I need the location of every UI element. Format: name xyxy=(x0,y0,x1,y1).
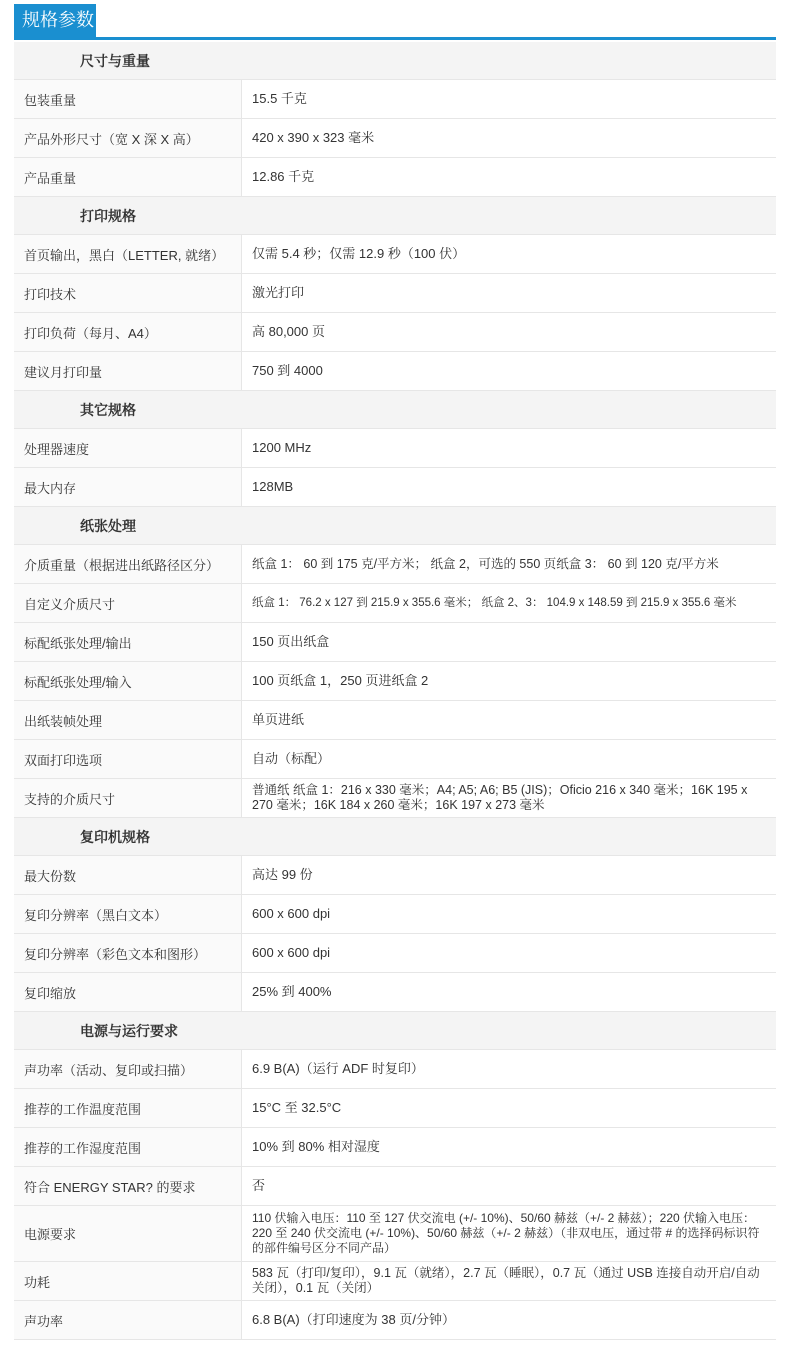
row-value: 420 x 390 x 323 毫米 xyxy=(242,119,776,157)
row-label: 推荐的工作湿度范围 xyxy=(14,1128,242,1166)
row-value: 15.5 千克 xyxy=(242,80,776,118)
table-row xyxy=(14,1167,776,1206)
row-label: 包装重量 xyxy=(14,80,242,118)
row-label: 介质重量（根据进出纸路径区分） xyxy=(14,545,242,583)
table-row xyxy=(14,856,776,895)
row-label: 出纸装帧处理 xyxy=(14,701,242,739)
row-value: 仅需 5.4 秒；仅需 12.9 秒（100 伏） xyxy=(242,235,776,273)
table-row xyxy=(14,1262,776,1301)
row-label: 符合 ENERGY STAR? 的要求 xyxy=(14,1167,242,1205)
table-row xyxy=(14,158,776,197)
table-row xyxy=(14,545,776,584)
row-value: 激光打印 xyxy=(242,274,776,312)
table-row xyxy=(14,701,776,740)
row-value: 10% 到 80% 相对湿度 xyxy=(242,1128,776,1166)
section-header-size-weight: 尺寸与重量 xyxy=(14,42,776,80)
table-row xyxy=(14,80,776,119)
table-row xyxy=(14,429,776,468)
table-row xyxy=(14,779,776,818)
row-value: 高达 99 份 xyxy=(242,856,776,894)
table-row xyxy=(14,623,776,662)
row-label: 产品外形尺寸（宽 X 深 X 高） xyxy=(14,119,242,157)
row-value: 普通纸 纸盒 1：216 x 330 毫米；A4; A5; A6; B5 (JIS)；Oficio 216 x 340 毫米；16K 195 x 270 毫米；16K 184 x 260 毫米；16K 197 x 273 毫米 xyxy=(242,779,776,817)
row-value: 25% 到 400% xyxy=(242,973,776,1011)
row-value: 单页进纸 xyxy=(242,701,776,739)
row-label: 电源要求 xyxy=(14,1206,242,1261)
table-row xyxy=(14,313,776,352)
row-value: 12.86 千克 xyxy=(242,158,776,196)
table-row xyxy=(14,274,776,313)
section-header-other-specs: 其它规格 xyxy=(14,391,776,429)
table-row xyxy=(14,235,776,274)
row-value: 600 x 600 dpi xyxy=(242,934,776,972)
table-row xyxy=(14,1128,776,1167)
table-row xyxy=(14,662,776,701)
row-value: 110 伏输入电压：110 至 127 伏交流电 (+/- 10%)、50/60 赫兹（+/- 2 赫兹）；220 伏输入电压：220 至 240 伏交流电 (+/- 10%)、50/60 赫兹（+/- 2 赫兹）（非双电压，通过带 # 的选择码标识符的部件编号区分不同产品） xyxy=(242,1206,776,1261)
row-label: 产品重量 xyxy=(14,158,242,196)
row-label: 标配纸张处理/输入 xyxy=(14,662,242,700)
row-value: 150 页出纸盒 xyxy=(242,623,776,661)
table-row xyxy=(14,1050,776,1089)
row-label: 标配纸张处理/输出 xyxy=(14,623,242,661)
table-row xyxy=(14,973,776,1012)
row-label: 建议月打印量 xyxy=(14,352,242,390)
row-value: 15°C 至 32.5°C xyxy=(242,1089,776,1127)
row-label: 复印缩放 xyxy=(14,973,242,1011)
table-row xyxy=(14,119,776,158)
section-header-paper-handling: 纸张处理 xyxy=(14,507,776,545)
row-value: 600 x 600 dpi xyxy=(242,895,776,933)
table-row xyxy=(14,468,776,507)
row-value: 100 页纸盒 1，250 页进纸盒 2 xyxy=(242,662,776,700)
row-value: 1200 MHz xyxy=(242,429,776,467)
row-label: 处理器速度 xyxy=(14,429,242,467)
table-row xyxy=(14,1089,776,1128)
row-label: 自定义介质尺寸 xyxy=(14,584,242,622)
row-value: 128MB xyxy=(242,468,776,506)
row-label: 声功率 xyxy=(14,1301,242,1339)
row-label: 首页输出，黑白（LETTER, 就绪） xyxy=(14,235,242,273)
row-label: 支持的介质尺寸 xyxy=(14,779,242,817)
table-row xyxy=(14,934,776,973)
row-label: 最大内存 xyxy=(14,468,242,506)
row-value: 否 xyxy=(242,1167,776,1205)
row-value: 高 80,000 页 xyxy=(242,313,776,351)
row-value: 583 瓦（打印/复印），9.1 瓦（就绪），2.7 瓦（睡眠），0.7 瓦（通过 USB 连接自动开启/自动关闭），0.1 瓦（关闭） xyxy=(242,1262,776,1300)
row-value: 自动（标配） xyxy=(242,740,776,778)
row-value: 纸盒 1： 76.2 x 127 到 215.9 x 355.6 毫米； 纸盒 2、3： 104.9 x 148.59 到 215.9 x 355.6 毫米 xyxy=(242,584,776,622)
section-header-power: 电源与运行要求 xyxy=(14,1012,776,1050)
table-row xyxy=(14,1206,776,1262)
row-value: 6.8 B(A)（打印速度为 38 页/分钟） xyxy=(242,1301,776,1339)
row-label: 声功率（活动、复印或扫描） xyxy=(14,1050,242,1088)
row-label: 功耗 xyxy=(14,1262,242,1300)
section-header-print-specs: 打印规格 xyxy=(14,197,776,235)
spec-title-tab[interactable]: 规格参数 xyxy=(14,4,96,37)
table-row xyxy=(14,740,776,779)
row-label: 推荐的工作温度范围 xyxy=(14,1089,242,1127)
row-value: 纸盒 1： 60 到 175 克/平方米； 纸盒 2，可选的 550 页纸盒 3： 60 到 120 克/平方米 xyxy=(242,545,776,583)
row-label: 最大份数 xyxy=(14,856,242,894)
row-value: 750 到 4000 xyxy=(242,352,776,390)
row-label: 打印负荷（每月、A4） xyxy=(14,313,242,351)
row-label: 复印分辨率（彩色文本和图形） xyxy=(14,934,242,972)
table-row xyxy=(14,895,776,934)
section-header-copier-specs: 复印机规格 xyxy=(14,818,776,856)
table-row xyxy=(14,584,776,623)
row-value: 6.9 B(A)（运行 ADF 时复印） xyxy=(242,1050,776,1088)
row-label: 双面打印选项 xyxy=(14,740,242,778)
table-row xyxy=(14,352,776,391)
row-label: 复印分辨率（黑白文本） xyxy=(14,895,242,933)
spec-header-bar xyxy=(14,4,776,40)
table-row xyxy=(14,1301,776,1340)
spec-table xyxy=(14,42,776,1340)
row-label: 打印技术 xyxy=(14,274,242,312)
